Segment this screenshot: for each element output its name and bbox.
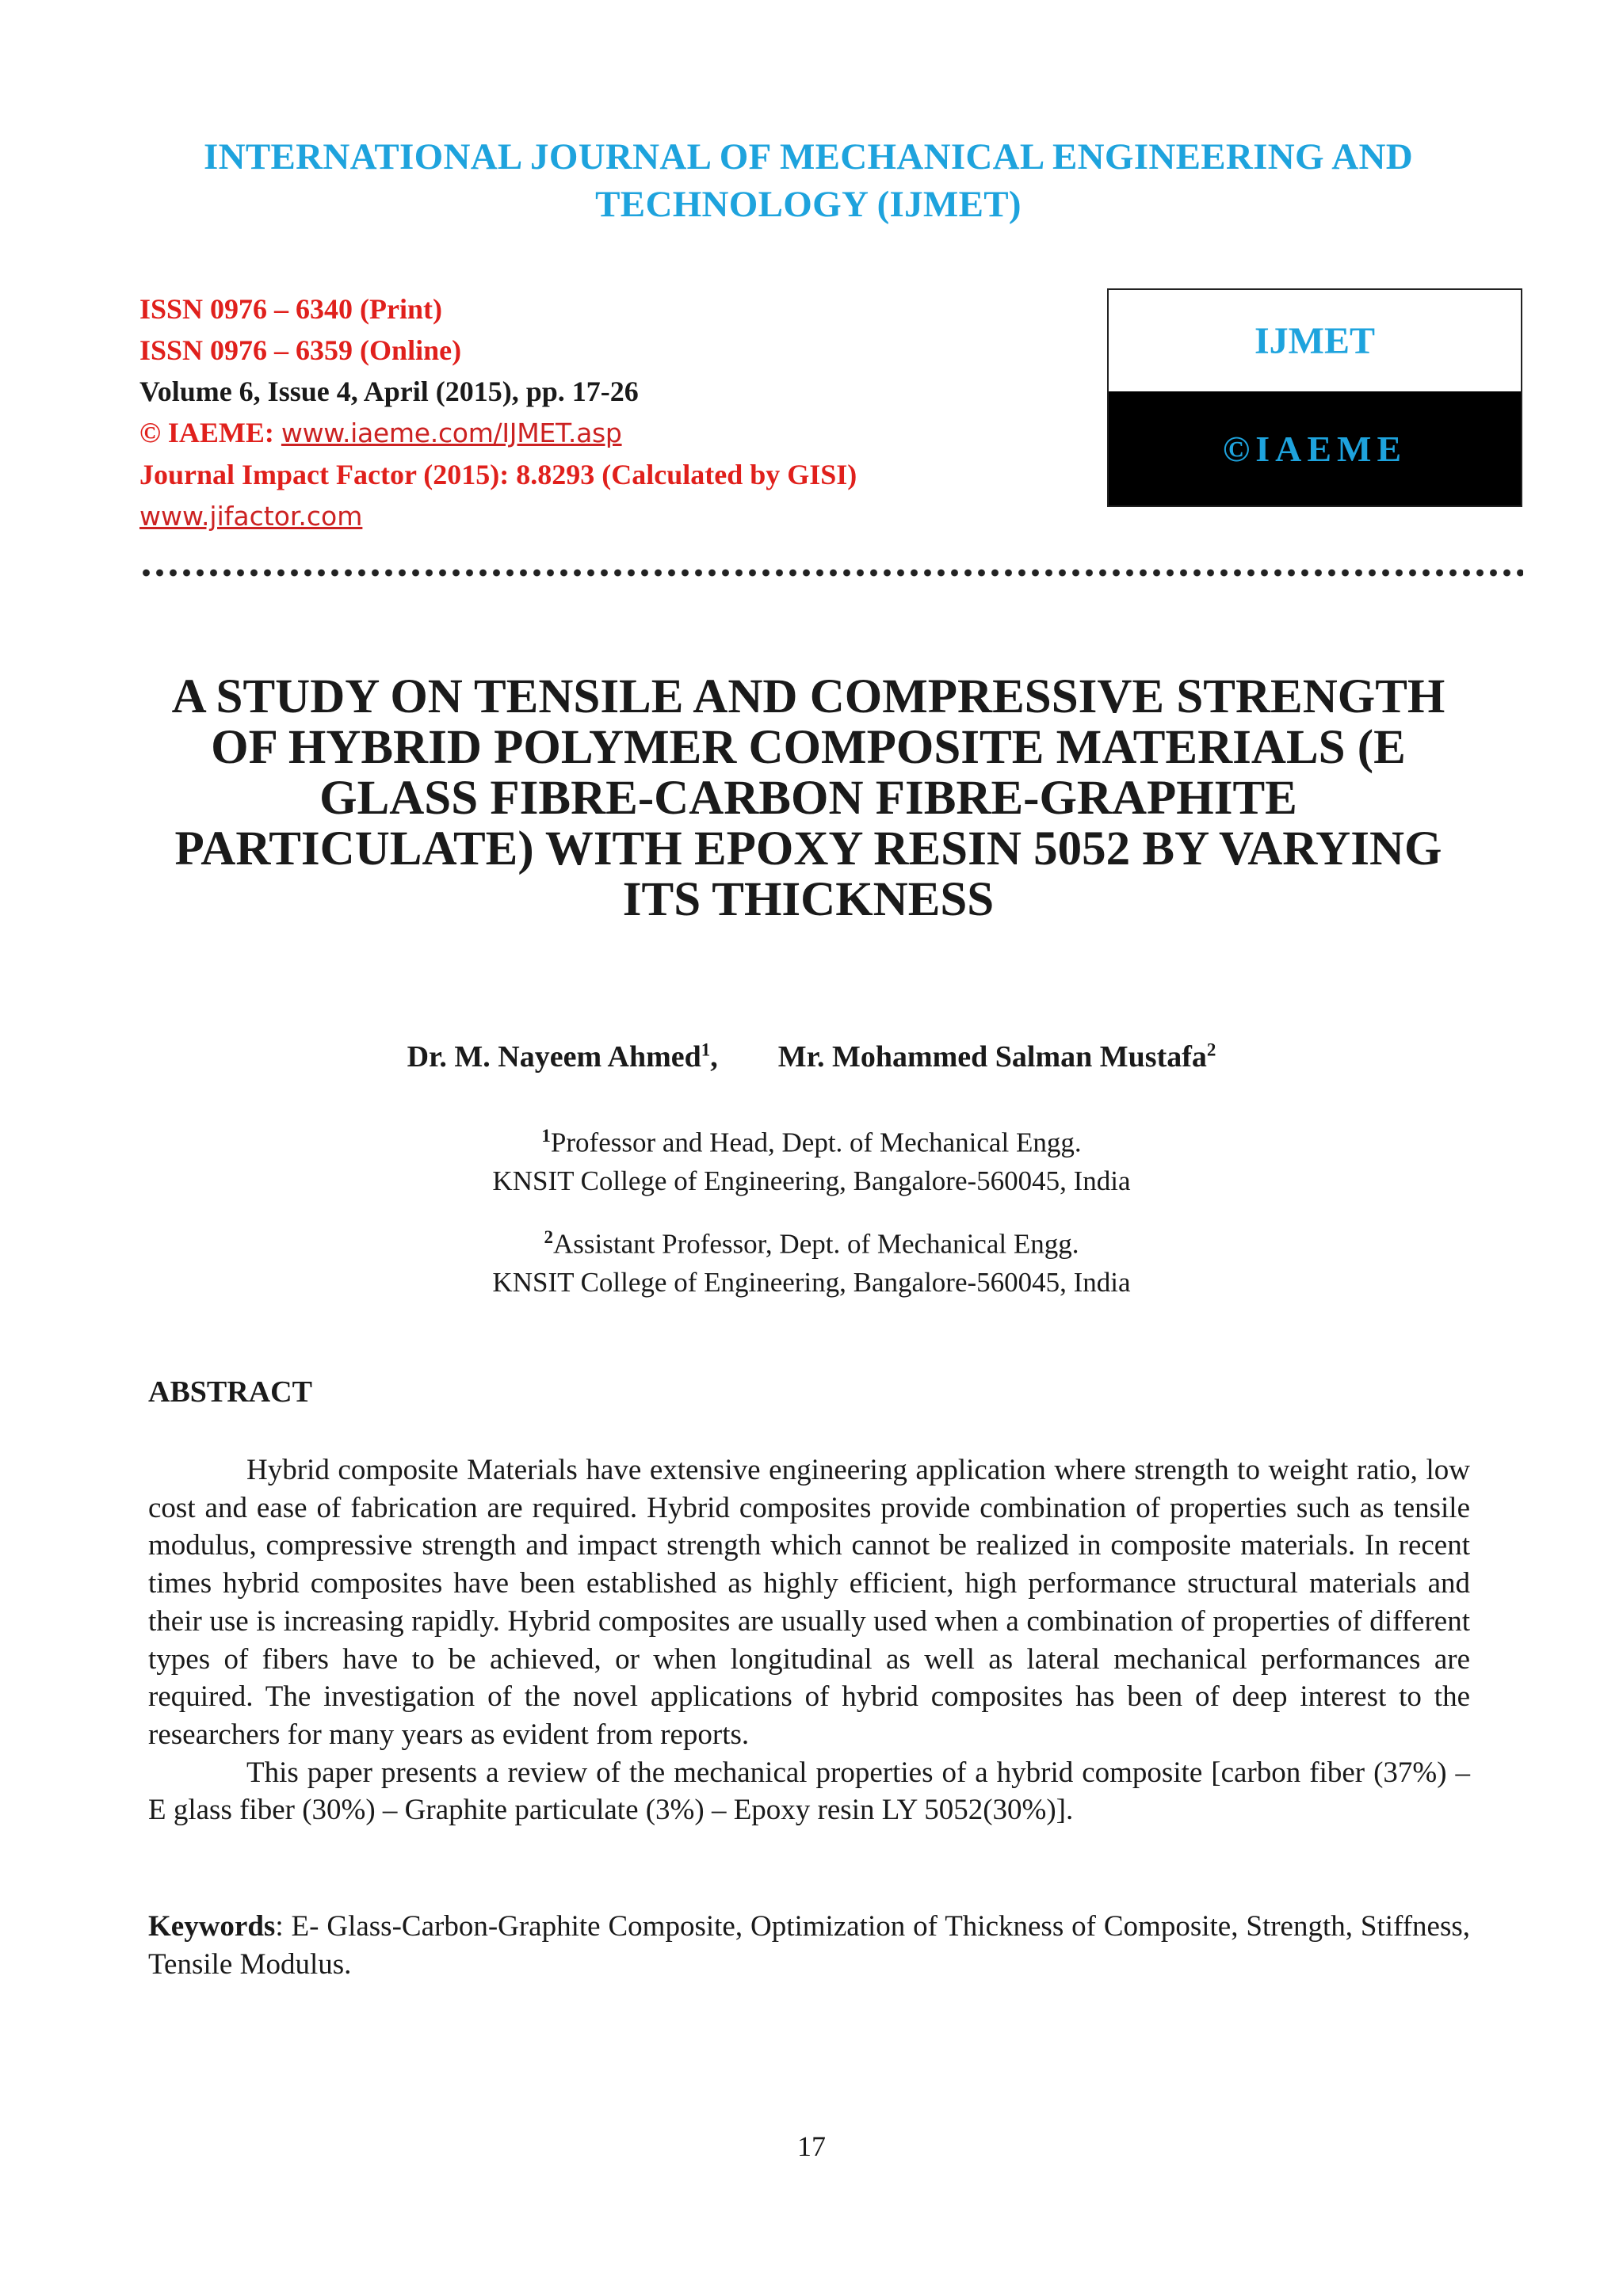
affiliation-1-line-1: Professor and Head, Dept. of Mechanical Engg. — [550, 1127, 1082, 1158]
iaeme-url-link[interactable]: www.iaeme.com/IJMET.asp — [281, 418, 622, 448]
paper-title — [111, 672, 1506, 925]
issn-print: ISSN 0976 – 6340 (Print) — [139, 293, 443, 325]
volume-info: Volume 6, Issue 4, April (2015), pp. 17-26 — [139, 376, 639, 407]
page-number: 17 — [797, 2130, 826, 2162]
keywords-section — [148, 1908, 1470, 1983]
paper-title-line: GLASS FIBRE-CARBON FIBRE-GRAPHITE — [319, 772, 1297, 825]
impact-factor: Journal Impact Factor (2015): 8.8293 (Calculated by GISI) — [139, 459, 857, 490]
author-1-suffix: , — [710, 1040, 718, 1074]
affiliation-2-line-2: KNSIT College of Engineering, Bangalore-560045, India — [492, 1266, 1131, 1298]
logo-iaeme-text: ©IAEME — [1109, 391, 1521, 505]
logo-ijmet-text: IJMET — [1109, 290, 1521, 391]
author-1-name: Dr. M. Nayeem Ahmed — [407, 1040, 701, 1074]
abstract-body — [148, 1451, 1470, 1829]
paper-title-line: ITS THICKNESS — [622, 873, 995, 926]
author-2-sup: 2 — [1206, 1039, 1216, 1060]
abstract-paragraph-2: This paper presents a review of the mechanical properties of a hybrid composite [carbon fiber (37%) – E glass fiber (30%) – Graphite particulate (3%) – Epoxy resin LY 5052(30%)]. — [148, 1756, 1470, 1827]
affiliation-2-line-1: Assistant Professor, Dept. of Mechanical Engg. — [553, 1228, 1079, 1260]
paper-title-line: A STUDY ON TENSILE AND COMPRESSIVE STRENGTH — [171, 670, 1445, 723]
iaeme-label: © IAEME: — [139, 417, 281, 448]
ijmet-logo — [1107, 288, 1522, 507]
publication-metadata — [139, 288, 857, 537]
abstract-heading: ABSTRACT — [148, 1375, 312, 1409]
affiliation-2-sup: 2 — [544, 1227, 554, 1247]
iaeme-line — [139, 412, 857, 454]
keywords-text: : E- Glass-Carbon-Graphite Composite, Optimization of Thickness of Composite, Strength, Stiffness, Tensile Modulus. — [148, 1910, 1470, 1981]
issn-online: ISSN 0976 – 6359 (Online) — [139, 334, 462, 366]
affiliation-1-sup: 1 — [541, 1126, 551, 1146]
dotted-separator — [139, 567, 1523, 578]
author-list — [0, 1039, 1623, 1074]
paper-title-line: OF HYBRID POLYMER COMPOSITE MATERIALS (E — [211, 721, 1406, 774]
affiliation-1 — [0, 1117, 1623, 1200]
affiliation-1-line-2: KNSIT College of Engineering, Bangalore-560045, India — [492, 1165, 1131, 1196]
keywords-label: Keywords — [148, 1910, 276, 1943]
journal-title — [111, 133, 1506, 228]
affiliation-2 — [0, 1219, 1623, 1302]
author-1-sup: 1 — [701, 1039, 711, 1060]
paper-title-line: PARTICULATE) WITH EPOXY RESIN 5052 BY VARYING — [174, 822, 1442, 875]
author-2-name: Mr. Mohammed Salman Mustafa — [777, 1040, 1207, 1074]
abstract-paragraph-1: Hybrid composite Materials have extensive engineering application where strength to weight ratio, low cost and ease of fabrication are required. Hybrid composites provide combination of properties such as tensile modulus, compressive strength and impact strength which cannot be realized in composite materials. In recent times hybrid composites have been established as highly efficient, high performance structural materials and their use is increasing rapidly. Hybrid composites are usually used when a combination of properties of different types of fibers have to be achieved, or when longitudinal as well as lateral mechanical performances are required. The investigation of the novel applications of hybrid composites has been of deep interest to the researchers for many years as evident from reports. — [148, 1454, 1470, 1751]
journal-title-line-2: TECHNOLOGY (IJMET) — [595, 184, 1022, 225]
jifactor-url-link[interactable]: www.jifactor.com — [139, 501, 363, 532]
journal-title-line-1: INTERNATIONAL JOURNAL OF MECHANICAL ENGINEERING AND — [203, 136, 1414, 177]
